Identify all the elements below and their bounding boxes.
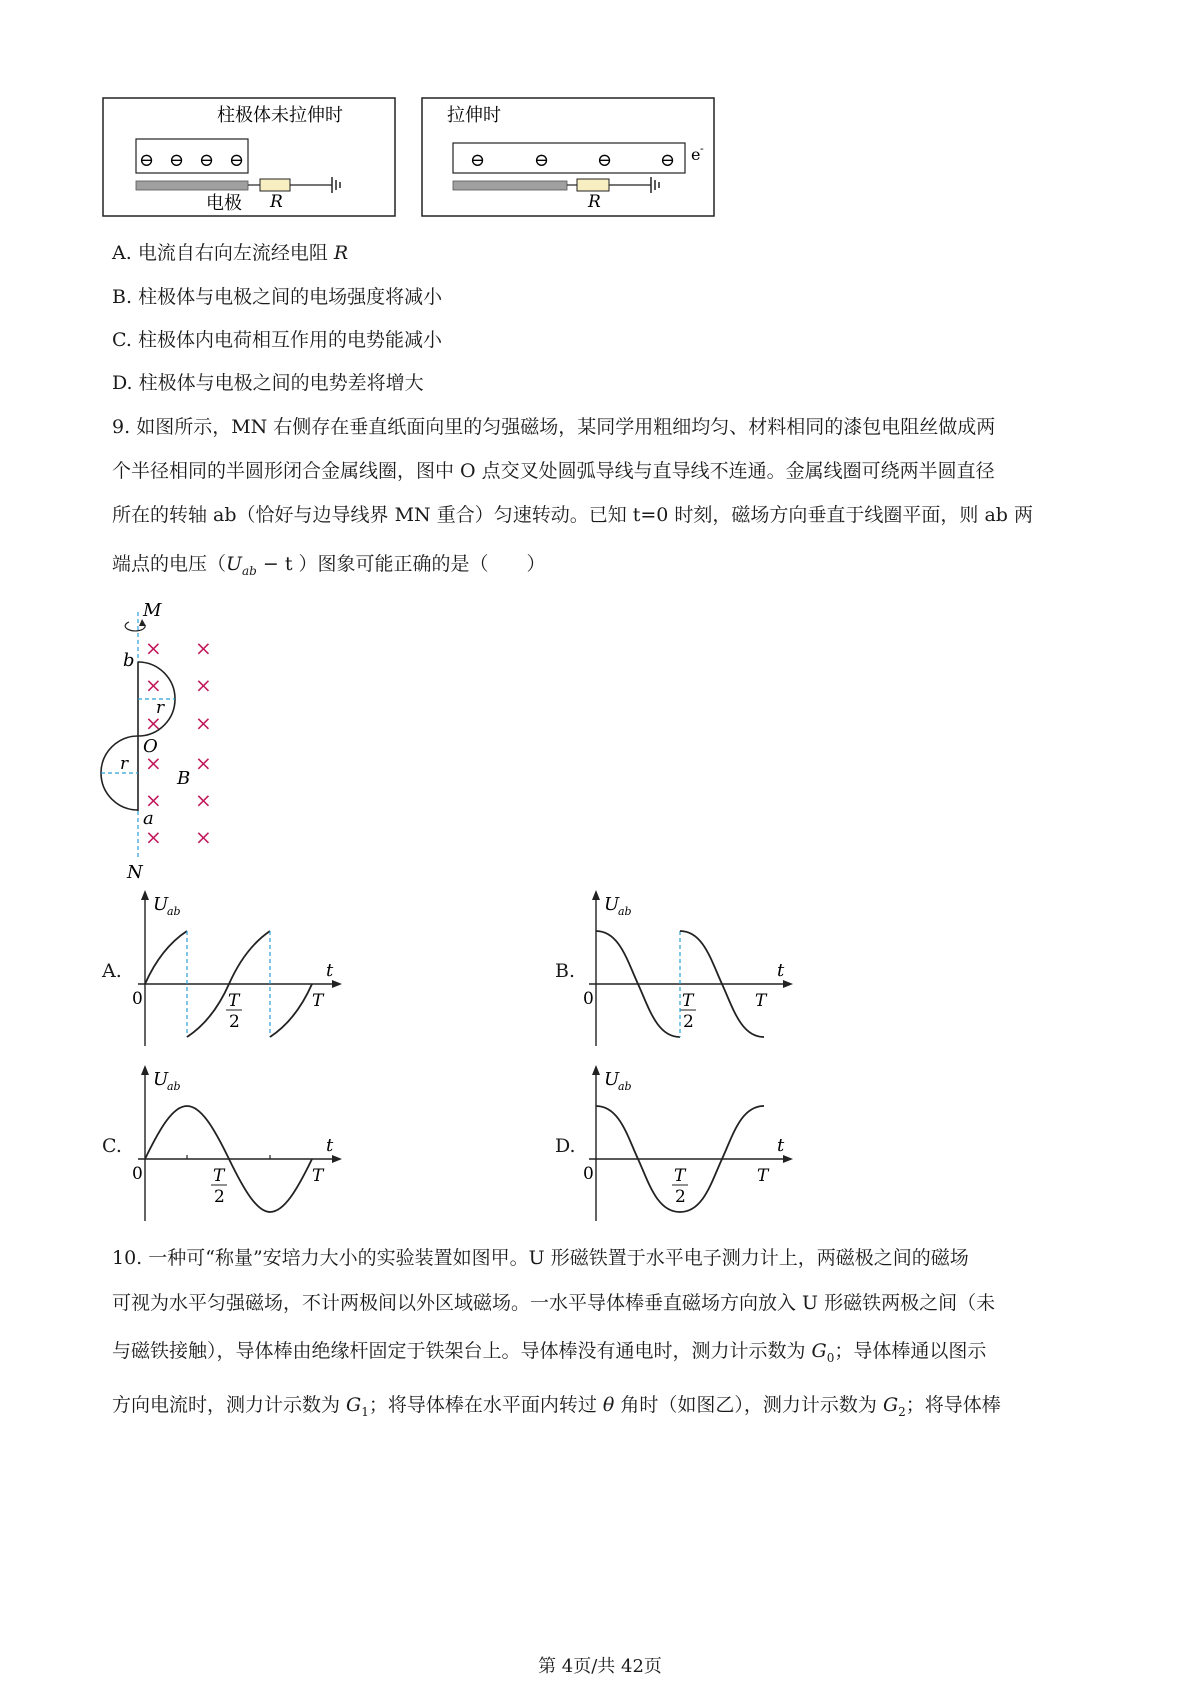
electrode-label: 电极 <box>206 193 242 214</box>
q9-graph-a <box>128 888 358 1053</box>
text: 角时（如图乙），测力计示数为 <box>614 1394 883 1416</box>
cross-icon: × <box>145 636 162 660</box>
cross-icon: × <box>195 788 212 812</box>
q9-line-3: 所在的转轴 ab（恰好与边导线界 MN 重合）匀速转动。已知 t=0 时刻，磁场方向垂直于线圈平面，则 ab 两 <box>112 504 1033 526</box>
q8-figure-unstretched <box>102 97 396 217</box>
tick-half-den: 2 <box>683 1012 694 1032</box>
tick-half-den: 2 <box>214 1187 225 1207</box>
y-axis-label: U <box>153 1069 169 1090</box>
electron-sup: - <box>700 142 704 155</box>
q9-option-a-letter: A. <box>102 960 122 982</box>
label-m: M <box>143 600 162 621</box>
y-axis-sub: ab <box>618 905 632 918</box>
q8-option-d <box>112 370 424 396</box>
x-axis-label: t <box>326 1135 334 1156</box>
charge-icon: ⊖ <box>139 150 155 171</box>
q8-left-title: 柱极体未拉伸时 <box>217 105 343 126</box>
text: ；将导体棒 <box>905 1394 1001 1416</box>
text: ；导体棒通以图示 <box>834 1340 987 1362</box>
x-axis-label: t <box>777 1135 785 1156</box>
origin-label: 0 <box>132 1164 143 1184</box>
option-letter: C. <box>112 329 132 351</box>
cross-icon: × <box>145 788 162 812</box>
charge-icon: ⊖ <box>199 150 215 171</box>
label-b-field: B <box>177 768 191 789</box>
question-text: 如图所示，MN 右侧存在垂直纸面向里的匀强磁场，某同学用粗细均匀、材料相同的漆包电阻丝做成两 <box>136 416 996 438</box>
q9-coil-figure <box>95 598 235 883</box>
charge-icon: ⊖ <box>169 150 185 171</box>
q10-line-2: 可视为水平匀强磁场，不计两极间以外区域磁场。一水平导体棒垂直磁场方向放入 U 形磁铁两极之间（未 <box>112 1292 996 1314</box>
option-tail: R <box>333 242 349 264</box>
text: − t ）图象可能正确的是（ ） <box>256 553 546 575</box>
cross-icon: × <box>195 825 212 849</box>
text: 与磁铁接触），导体棒由绝缘杆固定于铁架台上。导体棒没有通电时，测力计示数为 <box>112 1340 812 1362</box>
q9-graph-b <box>579 888 809 1053</box>
g-symbol: G <box>882 1394 899 1416</box>
origin-label: 0 <box>583 1164 594 1184</box>
cross-icon: × <box>195 673 212 697</box>
label-o: O <box>143 736 158 757</box>
cross-icon: × <box>145 825 162 849</box>
question-number: 9. <box>112 416 131 438</box>
u-subscript: ab <box>242 564 257 578</box>
charge-icon: ⊖ <box>229 150 245 171</box>
q8-right-title: 拉伸时 <box>447 105 501 126</box>
q10-line-4 <box>112 1392 1001 1425</box>
charge-icon: ⊖ <box>470 150 486 171</box>
tick-half-num: T <box>674 1166 686 1186</box>
y-axis-label: U <box>604 1069 620 1090</box>
y-axis-sub: ab <box>167 1080 181 1093</box>
tick-half-num: T <box>213 1166 225 1186</box>
q9-option-d-letter: D. <box>555 1135 576 1157</box>
origin-label: 0 <box>583 989 594 1009</box>
x-axis-label: t <box>326 960 334 981</box>
electron-label: e <box>691 145 701 164</box>
u-symbol: U <box>226 553 243 575</box>
y-axis-sub: ab <box>618 1080 632 1093</box>
cross-icon: × <box>145 711 162 735</box>
question-text: 10. 一种可“称量”安培力大小的实验装置如图甲。U 形磁铁置于水平电子测力计上，两磁极之间的磁场 <box>112 1247 969 1269</box>
label-b: b <box>123 650 135 671</box>
charge-icon: ⊖ <box>597 150 613 171</box>
g-subscript: 0 <box>826 1351 835 1365</box>
cross-icon: × <box>195 636 212 660</box>
x-axis-label: t <box>777 960 785 981</box>
cross-icon: × <box>145 751 162 775</box>
q9-graph-d <box>579 1063 809 1228</box>
q9-option-c-letter: C. <box>102 1135 122 1157</box>
cross-icon: × <box>195 751 212 775</box>
q9-line-2: 个半径相同的半圆形闭合金属线圈，图中 O 点交叉处圆弧导线与直导线不连通。金属线圈可绕两半圆直径 <box>112 460 995 482</box>
q8-option-c <box>112 327 442 353</box>
resistor-label: R <box>270 192 283 212</box>
charge-icon: ⊖ <box>534 150 550 171</box>
g-subscript: 1 <box>361 1405 369 1419</box>
label-a: a <box>143 808 154 829</box>
q10-line-1 <box>112 1245 969 1271</box>
tick-half-den: 2 <box>675 1187 686 1207</box>
tick-full: T <box>757 1166 769 1186</box>
option-text: 柱极体与电极之间的电势差将增大 <box>138 372 424 394</box>
label-r: r <box>120 754 129 774</box>
label-n: N <box>127 862 143 883</box>
page-footer: 第 4页/共 42页 <box>538 1656 662 1677</box>
g-subscript: 2 <box>898 1405 906 1419</box>
q9-line-4 <box>112 551 546 584</box>
text: 端点的电压（ <box>112 553 227 575</box>
label-r: r <box>156 698 165 718</box>
charge-icon: ⊖ <box>660 150 676 171</box>
q8-option-a <box>112 240 348 266</box>
origin-label: 0 <box>132 989 143 1009</box>
cross-icon: × <box>145 673 162 697</box>
tick-full: T <box>312 1166 324 1186</box>
tick-half-num: T <box>682 991 694 1011</box>
g-symbol: G <box>811 1340 827 1362</box>
g-symbol: G <box>346 1394 362 1416</box>
option-letter: D. <box>112 372 133 394</box>
option-text: 电流自右向左流经电阻 <box>137 242 334 264</box>
option-letter: B. <box>112 286 133 308</box>
q9-line-1 <box>112 414 995 440</box>
tick-full: T <box>755 991 767 1011</box>
y-axis-label: U <box>604 894 620 915</box>
q9-option-b-letter: B. <box>555 960 576 982</box>
q10-line-3 <box>112 1338 986 1371</box>
y-axis-sub: ab <box>167 905 181 918</box>
q8-option-b <box>112 284 442 310</box>
tick-half-den: 2 <box>229 1012 240 1032</box>
y-axis-label: U <box>153 894 169 915</box>
option-text: 柱极体内电荷相互作用的电势能减小 <box>137 329 442 351</box>
tick-full: T <box>312 991 324 1011</box>
option-letter: A. <box>112 242 132 264</box>
text: 方向电流时，测力计示数为 <box>112 1394 347 1416</box>
option-text: 柱极体与电极之间的电场强度将减小 <box>138 286 443 308</box>
theta-symbol: θ <box>602 1394 615 1416</box>
text: ；将导体棒在水平面内转过 <box>368 1394 603 1416</box>
q8-figure-stretched <box>421 97 715 217</box>
resistor-label: R <box>588 192 601 212</box>
q9-graph-c <box>128 1063 358 1228</box>
cross-icon: × <box>195 711 212 735</box>
tick-half-num: T <box>228 991 240 1011</box>
